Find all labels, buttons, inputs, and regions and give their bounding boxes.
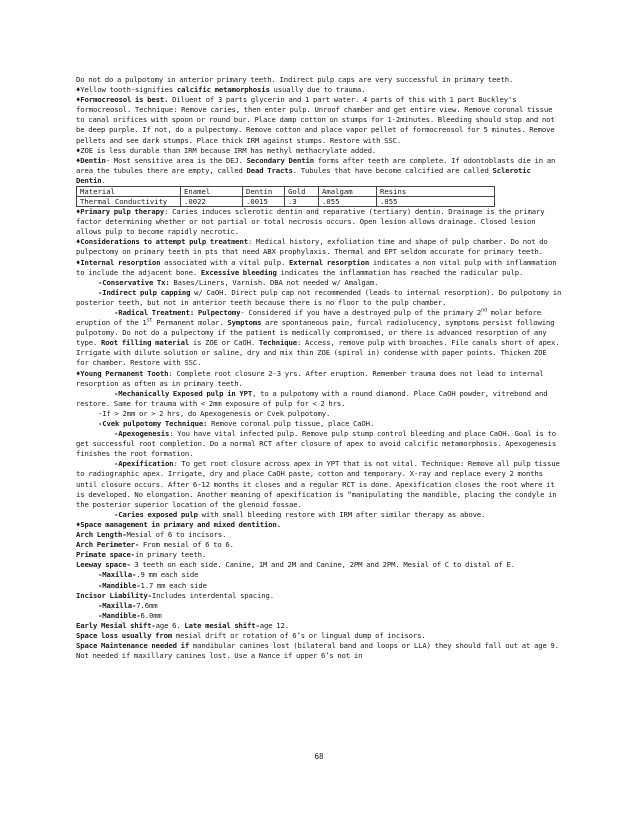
paragraph-dentin (76, 156, 563, 186)
paragraph-incisor-maxilla (76, 601, 563, 611)
superscript: nd (481, 307, 487, 314)
paragraph-mesial-shift (76, 621, 563, 631)
text: 3 teeth on each side. Canine, 1M and 2M and Canine, 2PM and 2PM. Mesial of C to distal of E. (130, 560, 515, 570)
text: mesial drift or rotation of 6’s or lingual dump of incisors. (172, 630, 426, 640)
text: age 12. (259, 620, 290, 630)
term-cvek-technique: -Cvek pulpotomy Technique: (98, 419, 208, 428)
table-cell: .055 (319, 197, 377, 207)
text: Do not do a pulpotomy in anterior primary teeth. Indirect pulp caps are very successful in primary teeth. (76, 75, 514, 84)
term-symptoms: Symptoms (227, 318, 262, 328)
text: molar before eruption of the 1 (76, 307, 542, 328)
text: : Medical history, exfoliation time and shape of pulp chamber. Do not do pulpectomy on primary teeth in pts that need ABX prophylaxis. Thermal and EPT seldom accurate for primary teeth. (76, 237, 548, 257)
text: : You have vital infected pulp. Remove pulp stump control bleeding and place CaOH. Goal is to get successful root completion. Do a normal RCT after closure of apex to avoid calcific metamorphosis. Apexogenesis finishes the root formation. (76, 429, 557, 459)
text: Bases/Liners, Varnish. DBA not needed w/ Amalgam. (169, 277, 379, 287)
paragraph-leeway-space (76, 560, 563, 570)
text: Diluent of 3 parts glycerin and 1 part water. 4 parts of this with 1 part Buckley's formocreosol. Technique: Remove caries, then enter pulp. Unroof chamber and get entire view. Remove coronal tissue to canal orifices with spoon or round bur. Place damp cotton on stumps for 1-2minutes. Bleeding should stop and not be deep purple. If not, do a pulpectomy. Remove cotton and place vapor pellet of formocreosol for 5 minutes. Remove pellets and see dark stumps. Place thick IRM against stumps. Restore with SSC. (76, 95, 555, 145)
heading-space-management (76, 520, 563, 530)
term-mandible: -Mandible- (98, 580, 141, 590)
thermal-conductivity-table (76, 186, 495, 207)
paragraph-leeway-maxilla (76, 570, 563, 580)
paragraph-mechanically-exposed (76, 389, 563, 409)
text: . (101, 175, 106, 185)
text: in primary teeth. (134, 550, 207, 560)
paragraph-indirect-pulp-capping (76, 288, 563, 308)
paragraph-space-maintenance (76, 641, 563, 661)
text: Mesial of 6 to incisors. (126, 530, 227, 540)
term-early-mesial-shift: Early Mesial shift- (76, 620, 156, 630)
text: Space management in primary and mixed dentition. (80, 519, 282, 529)
term-formocreosol: Formocreosol is best. (80, 95, 169, 105)
paragraph-considerations (76, 237, 563, 257)
text: - Considered if you have a destroyed pulp of the primary 2 (240, 307, 482, 317)
text: are spontaneous pain, furcal radiolucency, symptoms persist following pulpotomy. Do not do a pulpectomy if the patient is medically compromised, or there is advanced resorption of any type. (76, 318, 555, 348)
table-header-cell: Amalgam (319, 187, 377, 197)
term-indirect-pulp-capping: -Indirect pulp capping (98, 287, 191, 297)
text: 1.7 mm each side (140, 580, 207, 590)
text: From mesial of 6 to 6. (139, 540, 234, 550)
table-cell: .055 (377, 197, 495, 207)
paragraph-space-loss (76, 631, 563, 641)
paragraph-conservative-tx (76, 278, 563, 288)
text: Remove coronal pulp tissue, place CaOH. (207, 419, 375, 428)
paragraph-caries-exposed (76, 510, 563, 520)
text: 7.6mm (136, 600, 158, 610)
paragraph-incisor-liability (76, 591, 563, 601)
page-content (76, 75, 563, 661)
text: Includes interdental spacing. (151, 590, 275, 600)
term-young-permanent-tooth: Young Permanent Tooth (80, 368, 169, 378)
text: . Tubules that have become calcified are called (292, 165, 493, 175)
superscript: st (146, 317, 153, 324)
text: - Most sensitive area is the DEJ. (105, 155, 247, 165)
paragraph-formocreosol (76, 95, 563, 145)
paragraph-radical-treatment (76, 308, 563, 369)
term-calcific-metamorphosis: calcific metamorphosis (176, 85, 270, 95)
table-header-cell: Gold (285, 187, 319, 197)
term-dead-tracts: Dead Tracts (246, 165, 293, 175)
term-excessive-bleeding: Excessive bleeding (200, 267, 277, 277)
term-considerations: Considerations to attempt pulp treatment (80, 237, 249, 247)
term-primary-pulp-therapy: Primary pulp therapy (80, 207, 165, 217)
term-space-maintenance: Space Maintenance needed if (76, 641, 190, 651)
term-apexification: -Apexification (114, 459, 174, 469)
term-maxilla: -Maxilla- (98, 600, 137, 610)
table-header-row (77, 187, 495, 197)
term-secondary-dentin: Secondary Dentin (246, 155, 314, 165)
table-header-cell: Enamel (181, 187, 243, 197)
table-header-cell: Dentin (243, 187, 285, 197)
paragraph-incisor-mandible (76, 611, 563, 621)
text: with small bleeding restore with IRM after similar therapy as above. (197, 509, 486, 519)
paragraph-zoe (76, 146, 563, 156)
table-row (77, 197, 495, 207)
text: : Caries induces sclerotic dentin and reparative (tertiary) dentin. Drainage is the primary factor determining whether or not partial or total necrosis occurs. Open lesion allows drainage. Closed lesion allows pulp to become rapidly necrotic. (76, 207, 545, 237)
term-space-loss: Space loss usually from (76, 630, 173, 640)
table-header-cell: Material (77, 187, 181, 197)
term-mandible: -Mandible- (98, 610, 141, 620)
term-caries-exposed-pulp: -Caries exposed pulp (114, 509, 198, 519)
text: forms after teeth are complete. If odontoblasts die in an area the tubules there are empty, called (76, 155, 556, 175)
paragraph-yellow-tooth (76, 85, 563, 95)
term-arch-length: Arch Length- (76, 530, 127, 540)
text: w/ CaOH. Direct pulp cap not recommended (leads to internal resorption). Do pulpotomy in posterior teeth, but not in anterior teeth because there is no floor to the pulp chamber. (76, 287, 562, 307)
text: : To get root closure across apex in YPT that is not vital. Technique: Remove all pulp tissue to radiographic apex. Irrigate, dry and place CaOH paste, cotton and temporary. X-ray and replace every 2 months until closure occurs. After 6-12 months it closes and a regular RCT is done. Apexification closes the root where it is developed. No elongation. Another meaning of apexification is “manipulating the mandible, placing the condyle in the posterior superior location of the glenoid fossae. (76, 459, 560, 509)
paragraph-resorption (76, 258, 563, 278)
text: : Complete root closure 2-3 yrs. After eruption. Remember trauma does not lead to internal resorption as often as in primary teeth. (76, 368, 544, 388)
paragraph-cvek (76, 419, 563, 429)
text: Yellow tooth-signifies (80, 85, 177, 95)
term-leeway-space: Leeway space- (76, 560, 131, 570)
text: indicates a non vital pulp with inflammation to include the adjacent bone. (76, 257, 557, 277)
page-number: 68 (314, 752, 324, 761)
term-external-resorption: External resorption (289, 257, 370, 267)
text: -If > 2mm or > 2 hrs, do Apexogenesis or Cvek pulpotomy. (98, 408, 331, 418)
term-apexogenesis: -Apexogenesis (114, 429, 170, 439)
text: mandibular canines lost (bilateral band and loops or LLA) they should fall out at age 9. Not needed if maxillary canines lost. Use a Nance if upper 6’s not in (76, 641, 559, 661)
term-internal-resorption: Internal resorption (80, 257, 161, 267)
term-radical-treatment: -Radical Treatment: Pulpectomy (114, 307, 241, 317)
text: .9 mm each side (136, 570, 199, 580)
table-cell: Thermal Conductivity (77, 197, 181, 207)
term-primate-space: Primate space- (76, 550, 135, 560)
paragraph-apexogenesis (76, 429, 563, 459)
paragraph-young-permanent-tooth (76, 369, 563, 389)
text: associated with a vital pulp. (160, 257, 289, 267)
text: 6.0mm (140, 610, 162, 620)
term-arch-perimeter: Arch Perimeter- (76, 540, 140, 550)
term-dentin: Dentin (80, 155, 106, 165)
term-sclerotic-dentin: Sclerotic Dentin (76, 165, 531, 185)
paragraph-leeway-mandible (76, 581, 563, 591)
paragraph-primary-pulp-therapy (76, 207, 563, 237)
paragraph-pulpotomy-anterior (76, 75, 563, 85)
paragraph-arch-length (76, 530, 563, 540)
text: Permanent molar. (152, 318, 228, 328)
paragraph-if-2mm (76, 409, 563, 419)
paragraph-arch-perimeter (76, 540, 563, 550)
term-late-mesial-shift: Late mesial shift- (184, 620, 260, 630)
term-technique: Technique (258, 338, 298, 348)
text: ZOE is less durable than IRM because IRM has methyl methacrylate added. (80, 145, 377, 155)
table-cell: .0022 (181, 197, 243, 207)
text: age 6. (155, 620, 185, 630)
table-cell: .0015 (243, 197, 285, 207)
text: indicates the inflammation has reached the radicular pulp. (276, 267, 524, 277)
text: , to a pulpotomy with a round diamond. Place CaOH powder, vitrebond and restore. Same for trauma with < 2mm exposure of pulp for < 2 hrs. (76, 388, 548, 408)
table-cell: .3 (285, 197, 319, 207)
term-root-filling-material: Root filling material (100, 338, 190, 348)
text: usually due to trauma. (269, 85, 366, 95)
term-incisor-liability: Incisor Liability- (76, 590, 152, 600)
paragraph-primate-space (76, 550, 563, 560)
table-header-cell: Resins (377, 187, 495, 197)
term-maxilla: -Maxilla- (98, 570, 137, 580)
term-conservative-tx: -Conservative Tx: (98, 277, 170, 287)
text: is ZOE or CaOH. (189, 338, 259, 348)
text: : Access, remove pulp with broaches. File canals short of apex. Irrigate with dilute solution or saline, dry and mix thin ZOE (spiral in) condense with paper points. Thicken ZOE for chamber. Restore with SSC. (76, 338, 560, 368)
term-mechanically-exposed-pulp: -Mechanically Exposed pulp in YPT (114, 388, 253, 398)
paragraph-apexification (76, 459, 563, 509)
